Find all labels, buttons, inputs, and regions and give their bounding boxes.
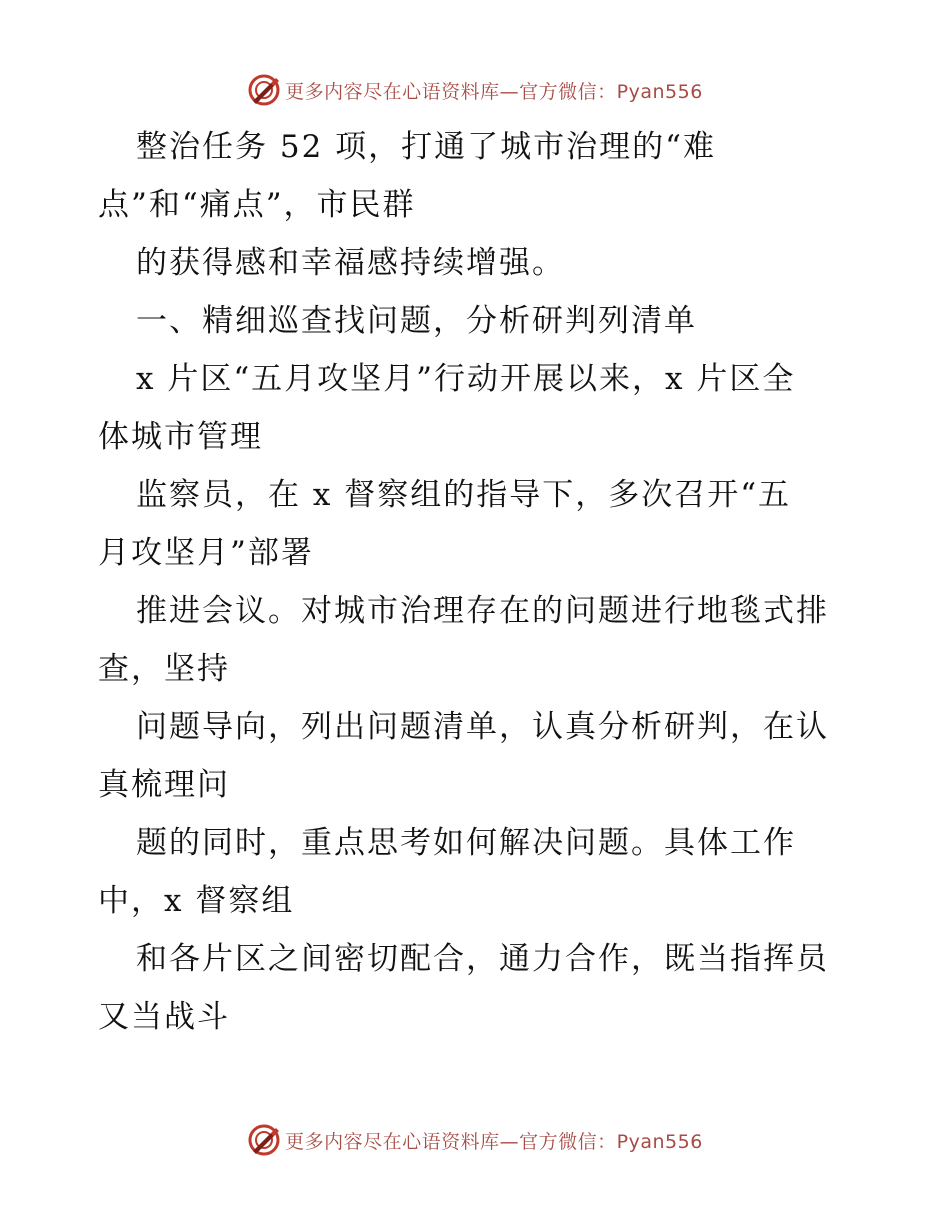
paragraph-line: x 片区“五月攻坚月”行动开展以来，x 片区全 [136, 361, 796, 397]
paragraph-line: 监察员，在 x 督察组的指导下，多次召开“五 [136, 477, 792, 513]
paragraph-line: 查，坚持 [98, 651, 230, 687]
paragraph-line: 题的同时，重点思考如何解决问题。具体工作 [136, 825, 796, 861]
header-banner [0, 70, 950, 110]
footer-banner [0, 1120, 950, 1160]
red-pen-logo-icon [247, 1123, 281, 1157]
paragraph-line: 体城市管理 [98, 419, 263, 455]
paragraph-line: 推进会议。对城市治理存在的问题进行地毯式排 [136, 593, 829, 629]
paragraph-line: 真梳理问 [98, 767, 230, 803]
paragraph-line: 点”和“痛点”，市民群 [98, 187, 416, 223]
paragraph-line: 的获得感和幸福感持续增强。 [136, 245, 565, 281]
paragraph-line: 整治任务 52 项，打通了城市治理的“难 [136, 129, 717, 165]
header-banner-text: 更多内容尽在心语资料库—官方微信：Pyan556 [285, 80, 703, 103]
paragraph-line: 问题导向，列出问题清单，认真分析研判，在认 [136, 709, 829, 745]
paragraph-line: 中，x 督察组 [98, 883, 295, 919]
document-body [98, 118, 858, 1046]
paragraph-line: 又当战斗 [98, 999, 230, 1035]
section-heading: 一、精细巡查找问题，分析研判列清单 [136, 303, 697, 339]
footer-banner-text: 更多内容尽在心语资料库—官方微信：Pyan556 [285, 1130, 703, 1153]
paragraph-line: 月攻坚月”部署 [98, 535, 314, 571]
red-pen-logo-icon [247, 73, 281, 107]
paragraph-line: 和各片区之间密切配合，通力合作，既当指挥员 [136, 941, 829, 977]
